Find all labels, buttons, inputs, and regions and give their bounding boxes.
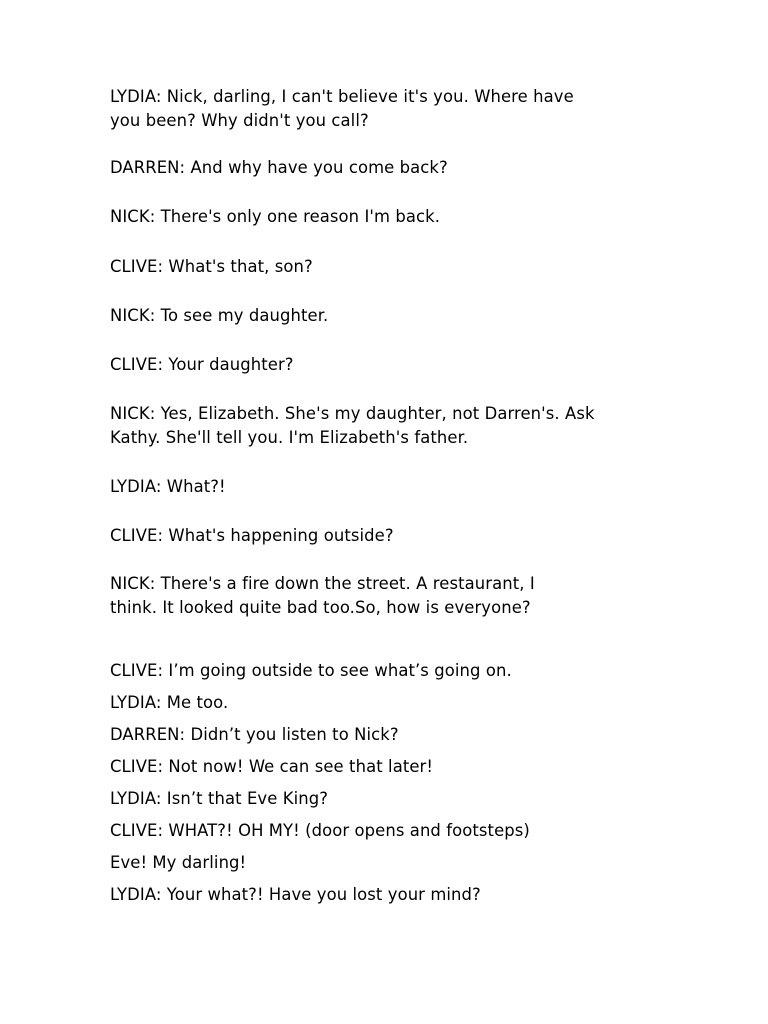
script-line: LYDIA: Isn’t that Eve King? <box>110 789 329 808</box>
script-line: CLIVE: What's that, son? <box>110 257 313 276</box>
script-line: Eve! My darling! <box>110 853 247 872</box>
script-line: CLIVE: Not now! We can see that later! <box>110 757 434 776</box>
script-line: Kathy. She'll tell you. I'm Elizabeth's father. <box>110 428 469 447</box>
script-line: NICK: There's a fire down the street. A restaurant, I <box>110 574 535 593</box>
script-line: CLIVE: What's happening outside? <box>110 526 394 545</box>
script-line: NICK: There's only one reason I'm back. <box>110 207 441 226</box>
script-line: LYDIA: What?! <box>110 477 226 496</box>
script-line: CLIVE: I’m going outside to see what’s going on. <box>110 661 512 680</box>
script-line: think. It looked quite bad too.So, how is everyone? <box>110 598 531 617</box>
script-line: CLIVE: WHAT?! OH MY! (door opens and footsteps) <box>110 821 530 840</box>
script-line: NICK: Yes, Elizabeth. She's my daughter, not Darren's. Ask <box>110 404 595 423</box>
script-line: DARREN: Didn’t you listen to Nick? <box>110 725 399 744</box>
script-line: LYDIA: Nick, darling, I can't believe it's you. Where have <box>110 87 574 106</box>
script-line: you been? Why didn't you call? <box>110 111 369 130</box>
script-line: LYDIA: Me too. <box>110 693 229 712</box>
script-line: NICK: To see my daughter. <box>110 306 329 325</box>
script-line: LYDIA: Your what?! Have you lost your mind? <box>110 885 481 904</box>
script-line: CLIVE: Your daughter? <box>110 355 294 374</box>
script-line: DARREN: And why have you come back? <box>110 158 448 177</box>
